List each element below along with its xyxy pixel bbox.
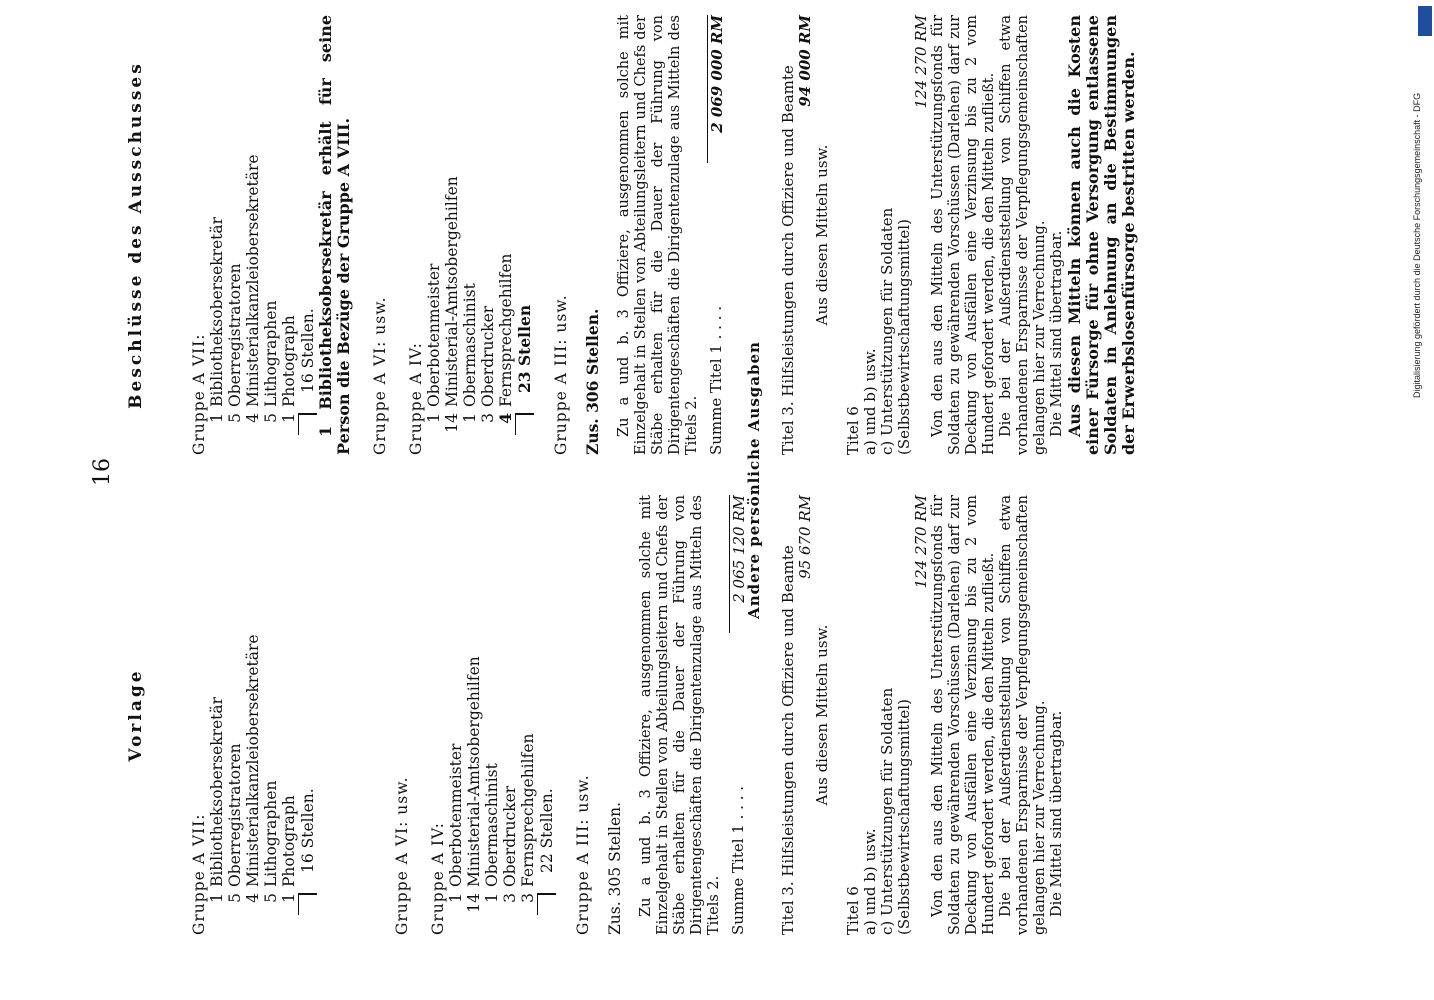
item-title: Ministerialkanzleiobersekretäre: [244, 634, 262, 887]
item-title: Obermaschinist: [483, 763, 501, 887]
item-title: Obermaschinist: [461, 283, 479, 407]
item-count: 1: [208, 893, 226, 903]
subitem-c: c) Unterstützungen für Soldaten (Selbstbewirtschaftungsmittel): [878, 207, 913, 455]
section-title: Andere persönliche Ausgaben: [745, 341, 763, 619]
credit-text: Digitalisierung gefördert durch die Deutsche Forschungsgemeinschaft - DFG: [1412, 92, 1422, 398]
column-vorlage: [126, 495, 748, 935]
list-item: [443, 15, 461, 455]
note-paragraph: Zu a und b. 3 Offiziere, ausgenommen solche mit Einzelgehalt in Stellen von Abteilungsleitern und Chefs der Stäbe erhalten für die Dauer der Führung von Dirigentengeschäften die Dirigentenzulage aus Mitteln des Titels 2.: [616, 15, 700, 455]
note-paragraph: Die Mittel sind übertragbar.: [1049, 230, 1065, 437]
sum-value: 2 069 000 RM: [707, 15, 726, 163]
item-count: 3: [501, 893, 519, 903]
item-title: Oberregistratoren: [226, 743, 244, 887]
item-count: 1: [425, 413, 443, 423]
item-count: 5: [262, 893, 280, 903]
note-paragraph: Zu a und b. 3 Offiziere, ausgenommen solche mit Einzelgehalt in Stellen von Abteilungsleitern und Chefs der Stäbe erhalten für die Dauer der Führung von Dirigentengeschäften die Dirigentenzulage aus Mitteln des Titels 2.: [638, 495, 722, 935]
item-title: Oberregistratoren: [226, 263, 244, 407]
sum-value: 2 065 120 RM: [729, 495, 748, 633]
added-note: Aus diesen Mitteln können auch die Kosten einer Fürsorge für ohne Versorgung entlassene Soldaten in Anlehnung an die Bestimmungen der Erwerbslosenfürsorge bestritten werden.: [1065, 15, 1138, 455]
item-count: 14: [465, 893, 483, 913]
group-a3-label: Gruppe A III: usw.: [552, 294, 570, 455]
group-a7-label: Gruppe A VII:: [190, 333, 208, 455]
group-total: 23 Stellen: [516, 15, 534, 415]
list-item: [497, 15, 516, 455]
subitem-ab: a) und b) usw.: [861, 348, 879, 455]
item-title: Oberbotenmeister: [425, 263, 443, 407]
item-title: Ministerial-Amtsobergehilfen: [465, 656, 483, 887]
rotated-page-content: [90, 0, 1320, 960]
note-line: Aus diesen Mitteln usw.: [813, 624, 831, 806]
group-a4-label: Gruppe A IV:: [429, 822, 447, 935]
sum-row: Summe Titel 1 . . . . 2 069 000 RM: [707, 15, 726, 455]
subitem-c-value: 124 270 RM: [912, 15, 930, 109]
list-item: [425, 15, 443, 455]
list-item: [244, 495, 262, 935]
titel3-value: 94 000 RM: [796, 15, 814, 107]
list-item: [280, 495, 299, 935]
note-paragraph: Die bei der Außerdienststellung von Schiffen etwa vorhandenen Ersparnisse der Verpflegungsgemeinschaften gelangen hier zur Verrechnung.: [998, 495, 1048, 935]
list-item: [447, 495, 465, 935]
item-count: 1: [447, 893, 465, 903]
item-title: Oberdrucker: [479, 305, 497, 407]
note-paragraph: Die Mittel sind übertragbar.: [1049, 710, 1065, 917]
list-item: [465, 495, 483, 935]
item-title: Lithographen: [262, 780, 280, 887]
list-item: [479, 15, 497, 455]
item-title: Ministerial-Amtsobergehilfen: [443, 176, 461, 407]
item-count: 1: [208, 413, 226, 423]
list-item: [501, 495, 519, 935]
total-positions: Zus. 306 Stellen.: [583, 308, 602, 455]
sum-row: Summe Titel 1 . . . . 2 065 120 RM: [729, 495, 748, 935]
item-count: 3: [519, 893, 538, 915]
group-a7-label: Gruppe A VII:: [190, 813, 208, 935]
item-count: 1: [461, 413, 479, 423]
item-title: Photograph: [280, 795, 298, 887]
lower-left-section: [780, 495, 1066, 935]
titel6-label: Titel 6: [844, 406, 862, 455]
list-item: [519, 495, 538, 935]
note-paragraph: Die bei der Außerdienststellung von Schiffen etwa vorhandenen Ersparnisse der Verpflegungsgemeinschaften gelangen hier zur Verrechnung.: [998, 15, 1048, 455]
list-item: [208, 15, 226, 455]
column-heading: Beschlüsse des Ausschusses: [126, 61, 146, 409]
item-count: 4: [497, 413, 516, 435]
item-title: Fernsprechgehilfen: [519, 733, 537, 887]
sum-label: Summe Titel 1: [729, 824, 747, 935]
column-heading: Vorlage: [126, 668, 146, 762]
list-item: [226, 495, 244, 935]
item-title: Lithographen: [262, 300, 280, 407]
sum-label: Summe Titel 1: [707, 344, 725, 455]
item-count: 5: [226, 413, 244, 423]
item-title: Bibliotheksobersekretär: [208, 696, 226, 887]
group-a6-label: Gruppe A VI: usw.: [371, 296, 389, 455]
titel6-label: Titel 6: [844, 886, 862, 935]
list-item: [483, 495, 501, 935]
total-positions: Zus. 305 Stellen.: [606, 801, 624, 935]
list-item: [208, 495, 226, 935]
item-title: Fernsprechgehilfen: [497, 253, 515, 407]
list-item: [244, 15, 262, 455]
item-count: 5: [262, 413, 280, 423]
subitem-c: c) Unterstützungen für Soldaten (Selbstbewirtschaftungsmittel): [878, 687, 913, 935]
column-beschluesse: [126, 15, 726, 455]
item-count: 1: [280, 413, 299, 435]
item-count: 1: [483, 893, 501, 903]
item-count: 5: [226, 893, 244, 903]
digitization-credit: [1412, 6, 1432, 398]
titel3-text: Titel 3. Hilfsleistungen durch Offiziere und Beamte: [779, 65, 797, 455]
subitem-ab: a) und b) usw.: [861, 828, 879, 935]
subitem-c-value: 124 270 RM: [912, 495, 930, 589]
titel3-text: Titel 3. Hilfsleistungen durch Offiziere und Beamte: [779, 545, 797, 935]
item-count: 1: [280, 893, 299, 915]
note-paragraph: Von den aus den Mitteln des Unterstützungsfonds für Soldaten zu gewährenden Vorschüssen (Darlehen) darf zur Deckung von Ausfällen eine Verzinsung bis zu 2 vom Hundert gefordert werden, die den Mitteln zufließt.: [930, 15, 997, 455]
note-paragraph: Von den aus den Mitteln des Unterstützungsfonds für Soldaten zu gewährenden Vorschüssen (Darlehen) darf zur Deckung von Ausfällen eine Verzinsung bis zu 2 vom Hundert gefordert werden, die den Mitteln zufließt.: [930, 495, 997, 935]
group-a6-label: Gruppe A VI: usw.: [393, 776, 411, 935]
group-a4-label: Gruppe A IV:: [407, 342, 425, 455]
item-title: Bibliotheksobersekretär: [208, 216, 226, 407]
note-line: Aus diesen Mitteln usw.: [813, 144, 831, 326]
group-a3-label: Gruppe A III: usw.: [574, 774, 592, 935]
item-title: Oberbotenmeister: [447, 743, 465, 887]
item-title: Ministerialkanzleiobersekretäre: [244, 154, 262, 407]
group-total: 22 Stellen.: [538, 495, 556, 895]
item-count: 14: [443, 413, 461, 433]
list-item: [280, 15, 299, 455]
item-count: 4: [244, 413, 262, 423]
item-count: 4: [244, 893, 262, 903]
list-item: [262, 15, 280, 455]
list-item: [262, 495, 280, 935]
page-number: 16: [90, 458, 115, 486]
item-count: 3: [479, 413, 497, 423]
titel3-value: 95 670 RM: [796, 495, 814, 579]
group-total: 16 Stellen.: [299, 15, 317, 415]
list-item: [226, 15, 244, 455]
added-note: 1 Bibliotheksobersekretär erhält für seine Person die Bezüge der Gruppe A VIII.: [316, 15, 353, 455]
list-item: [461, 15, 479, 455]
item-title: Photograph: [280, 315, 298, 407]
item-title: Oberdrucker: [501, 785, 519, 887]
lower-right-section: [780, 15, 1138, 455]
group-total: 16 Stellen.: [299, 495, 317, 895]
